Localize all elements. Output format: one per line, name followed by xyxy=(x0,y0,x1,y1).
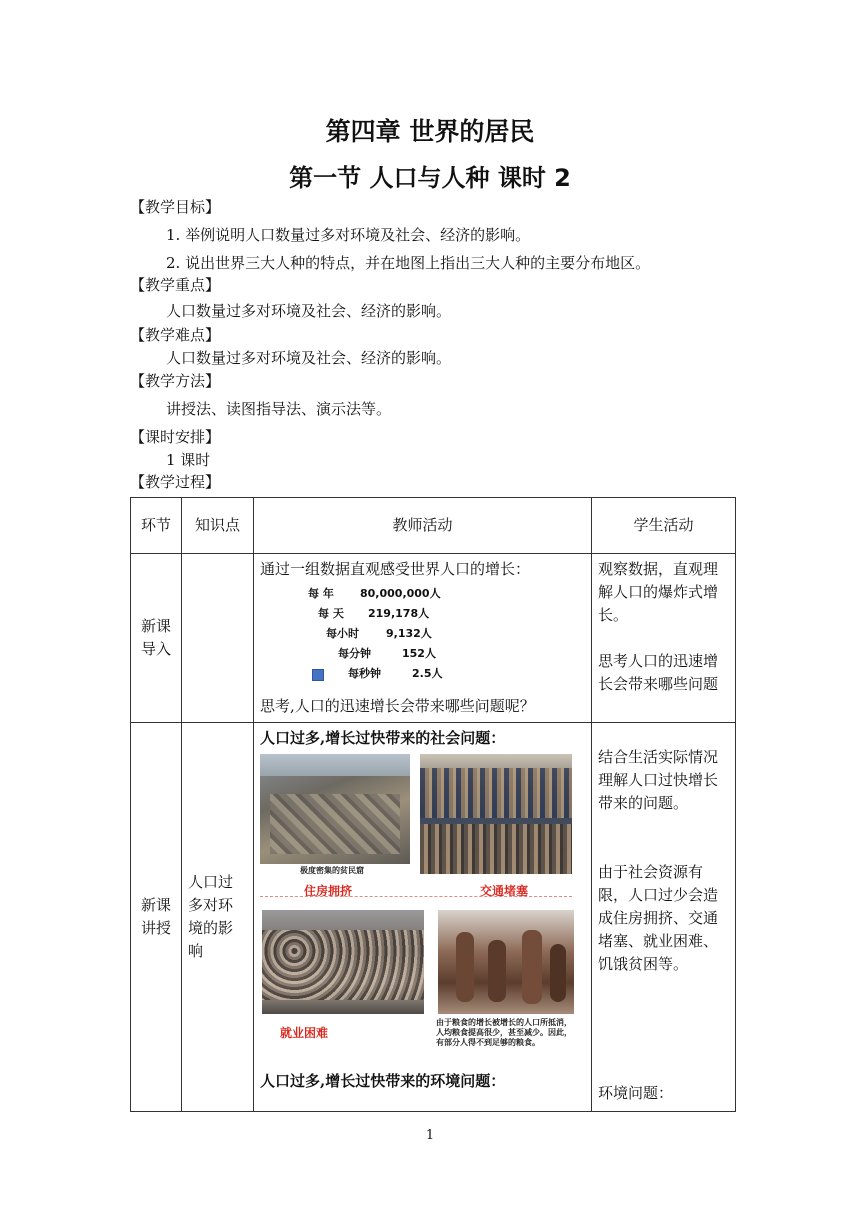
methods-heading: 【教学方法】 xyxy=(130,372,221,390)
environment-problems-heading: 人口过多,增长过快带来的环境问题： xyxy=(260,1072,506,1090)
page-number: 1 xyxy=(425,1128,435,1143)
stat-value-day: 219,178人 xyxy=(368,607,430,620)
job-fair-photo xyxy=(262,910,424,1014)
student-intro-text-1: 观察数据，直观理解人口的爆炸式增长。 xyxy=(598,560,719,624)
objective-item-1: 1. 举例说明人口数量过多对环境及社会、经济的影响。 xyxy=(166,226,531,244)
stage-intro: 新课导入 xyxy=(131,554,182,723)
key-points-text: 人口数量过多对环境及社会、经济的影响。 xyxy=(166,302,452,320)
stat-value-hour: 9,132人 xyxy=(386,627,432,640)
header-student-activity: 学生活动 xyxy=(592,498,736,554)
population-stats xyxy=(260,581,585,699)
header-knowledge: 知识点 xyxy=(182,498,254,554)
train-photo xyxy=(420,754,572,874)
table-row xyxy=(131,723,736,1112)
knowledge-intro xyxy=(182,554,254,723)
stat-value-minute: 152人 xyxy=(402,647,436,660)
objectives-heading: 【教学目标】 xyxy=(130,198,221,216)
slum-photo xyxy=(260,754,410,864)
stat-label-minute: 每分钟 xyxy=(338,647,371,660)
knowledge-lecture: 人口过多对环境的影响 xyxy=(182,723,254,1112)
lesson-process-table xyxy=(130,497,736,1112)
stat-value-second: 2.5人 xyxy=(412,667,443,680)
teacher-question: 思考,人口的迅速增长会带来哪些问题呢？ xyxy=(260,697,535,715)
blue-marker-icon xyxy=(312,669,324,681)
teacher-activity-lecture xyxy=(254,723,592,1112)
teacher-activity-intro xyxy=(254,554,592,723)
key-points-heading: 【教学重点】 xyxy=(130,276,221,294)
process-heading: 【教学过程】 xyxy=(130,473,221,491)
difficulties-text: 人口数量过多对环境及社会、经济的影响。 xyxy=(166,349,452,367)
stat-label-hour: 每小时 xyxy=(326,627,359,640)
chapter-title: 第四章 世界的居民 xyxy=(325,117,535,146)
header-teacher-activity: 教师活动 xyxy=(254,498,592,554)
student-activity-intro xyxy=(592,554,736,723)
section-title: 第一节 人口与人种 课时 2 xyxy=(289,164,571,192)
table-header-row xyxy=(131,498,736,554)
social-problems-heading: 人口过多,增长过快带来的社会问题： xyxy=(260,729,506,747)
housing-caption: 住房拥挤 xyxy=(304,884,353,898)
slum-caption: 极度密集的贫民窟 xyxy=(300,866,364,875)
student-lecture-text-3: 环境问题： xyxy=(598,1084,674,1102)
student-lecture-text-2: 由于社会资源有限，人口过少会造成住房拥挤、交通堵塞、就业困难、饥饿贫困等。 xyxy=(598,863,719,973)
student-lecture-text-1: 结合生活实际情况理解人口过快增长带来的问题。 xyxy=(598,748,719,812)
stat-value-year: 80,000,000人 xyxy=(360,587,441,600)
stage-lecture: 新课讲授 xyxy=(131,723,182,1112)
jobs-caption: 就业困难 xyxy=(280,1026,329,1040)
objective-item-2: 2. 说出世界三大人种的特点，并在地图上指出三大人种的主要分布地区。 xyxy=(166,254,651,272)
student-activity-lecture xyxy=(592,723,736,1112)
schedule-heading: 【课时安排】 xyxy=(130,428,221,446)
collage-divider xyxy=(260,896,572,897)
methods-text: 讲授法、读图指导法、演示法等。 xyxy=(166,400,392,418)
table-row xyxy=(131,554,736,723)
schedule-text: 1 课时 xyxy=(166,451,211,469)
hunger-caption: 由于粮食的增长被增长的人口所抵消，人均粮食提高很少，甚至减少。因此，有部分人得不到足够的粮食。 xyxy=(436,1018,572,1047)
header-stage: 环节 xyxy=(131,498,182,554)
stat-label-year: 每 年 xyxy=(308,587,334,600)
stat-label-day: 每 天 xyxy=(318,607,344,620)
traffic-caption: 交通堵塞 xyxy=(480,884,529,898)
stat-label-second: 每秒钟 xyxy=(348,667,381,680)
hunger-children-photo xyxy=(438,910,574,1014)
photo-collage xyxy=(260,750,585,1068)
teacher-intro-text: 通过一组数据直观感受世界人口的增长： xyxy=(260,560,531,578)
difficulties-heading: 【教学难点】 xyxy=(130,326,221,344)
student-intro-text-2: 思考人口的迅速增长会带来哪些问题 xyxy=(598,652,719,693)
